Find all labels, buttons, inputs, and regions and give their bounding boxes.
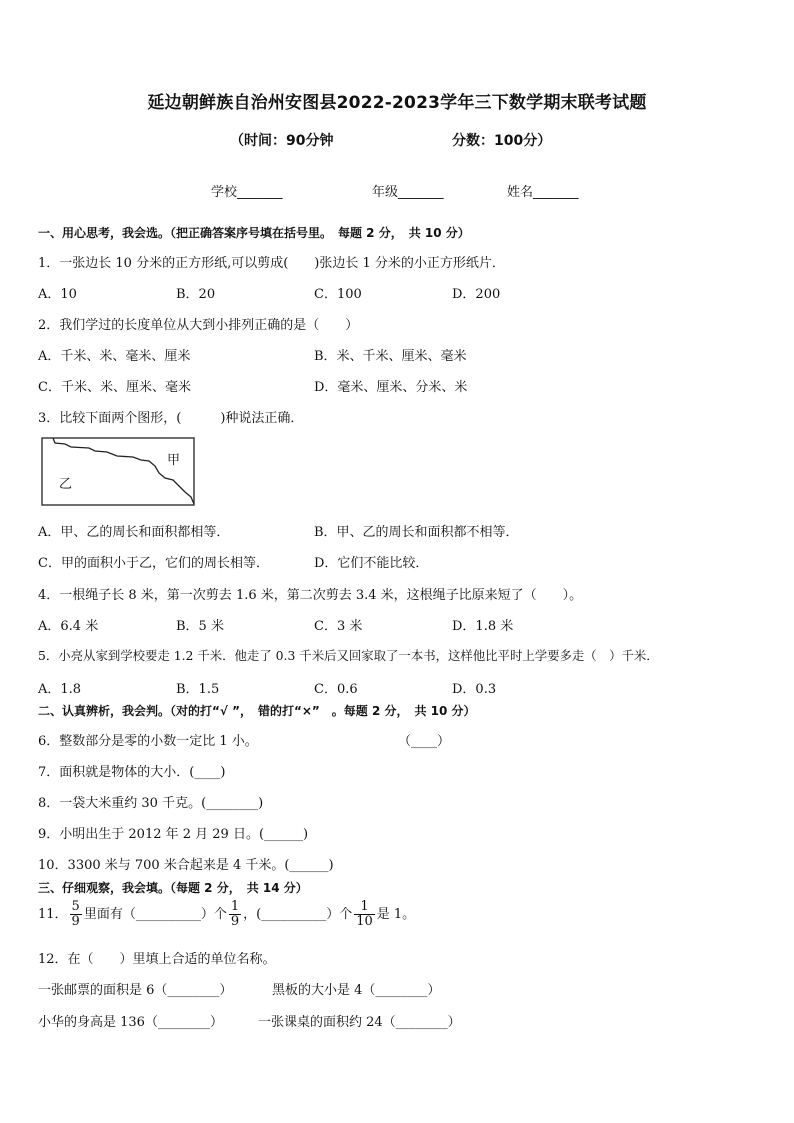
q6-answer-blank[interactable]: （____） <box>398 734 451 749</box>
q4-option-d[interactable]: D．1.8 米 <box>452 619 514 634</box>
figure-label-jia: 甲 <box>167 453 181 468</box>
q12-height[interactable]: 小华的身高是 136（________） <box>38 1015 223 1030</box>
q5-option-d[interactable]: D．0.3 <box>452 682 497 697</box>
question-6: 6．整数部分是零的小数一定比 1 小。 <box>38 734 258 749</box>
section2-header: 二、认真辨析，我会判。（对的打“√ ”， 错的打“×” 。每题 2 分， 共 10 分） <box>38 704 476 718</box>
question-11 <box>38 900 415 929</box>
page-title: 延边朝鲜族自治州安图县2022-2023学年三下数学期末联考试题 <box>147 93 647 113</box>
q3-option-b[interactable]: B．甲、乙的周长和面积都不相等． <box>314 525 519 540</box>
q5-option-c[interactable]: C．0.6 <box>314 682 358 697</box>
question-10: 10．3300 米与 700 米合起来是 4 千米。(______) <box>38 858 334 873</box>
q4-option-c[interactable]: C．3 米 <box>314 619 363 634</box>
question-4: 4．一根绳子长 8 米，第一次剪去 1.6 米，第二次剪去 3.4 米，这根绳子比原来短了（ ）。 <box>38 588 583 603</box>
fraction-numerator: 5 <box>71 899 80 914</box>
section3-header: 三、仔细观察，我会填。（每题 2 分， 共 14 分） <box>38 881 308 895</box>
question-3: 3．比较下面两个图形，( )种说法正确． <box>38 411 304 426</box>
q3-option-a[interactable]: A．甲、乙的周长和面积都相等． <box>38 525 230 540</box>
q12-desk-area[interactable]: 一张课桌的面积约 24（________） <box>258 1015 461 1030</box>
q1-option-b[interactable]: B．20 <box>176 287 216 302</box>
fraction-1-9 <box>229 900 241 929</box>
q11-suffix: 是 1。 <box>376 907 416 922</box>
q11-blank-2[interactable]: ，(__________）个 <box>243 907 353 922</box>
q2-option-a[interactable]: A．千米、米、毫米、厘米 <box>38 349 191 364</box>
time-label: （时间：90分钟 <box>230 133 334 149</box>
fraction-5-9 <box>70 900 82 929</box>
q1-option-c[interactable]: C．100 <box>314 287 362 302</box>
figure-label-yi: 乙 <box>59 477 73 492</box>
question-8: 8．一袋大米重约 30 千克。(________) <box>38 796 264 811</box>
q11-blank-1[interactable]: 里面有（__________）个 <box>83 907 227 922</box>
fraction-denominator: 9 <box>71 914 80 929</box>
section1-header: 一、用心思考，我会选。（把正确答案序号填在括号里。 每题 2 分， 共 10 分） <box>38 226 470 240</box>
q5-option-b[interactable]: B．1.5 <box>176 682 220 697</box>
q3-option-c[interactable]: C．甲的面积小于乙，它们的周长相等． <box>38 556 269 571</box>
question-7: 7．面积就是物体的大小．(____) <box>38 765 226 780</box>
name-field[interactable]: 姓名_______ <box>507 185 579 200</box>
q2-option-c[interactable]: C．千米、米、厘米、毫米 <box>38 380 191 395</box>
question-2: 2．我们学过的长度单位从大到小排列正确的是（ ） <box>38 318 359 333</box>
q1-option-a[interactable]: A．10 <box>38 287 77 302</box>
question-5: 5．小亮从家到学校要走 1.2 千米．他走了 0.3 千米后又回家取了一本书，这样他比平时上学要多走（ ）千米． <box>38 648 659 663</box>
fraction-denominator: 9 <box>230 914 240 929</box>
fraction-1-10 <box>354 900 375 929</box>
q12-blackboard-size[interactable]: 黑板的大小是 4（________） <box>272 983 441 998</box>
question-1: 1．一张边长 10 分米的正方形纸,可以剪成( )张边长 1 分米的小正方形纸片． <box>38 256 505 271</box>
q4-option-a[interactable]: A．6.4 米 <box>38 619 99 634</box>
question-9: 9．小明出生于 2012 年 2 月 29 日。(______) <box>38 827 309 842</box>
q2-option-d[interactable]: D．毫米、厘米、分米、米 <box>314 380 468 395</box>
fraction-numerator: 1 <box>360 899 369 914</box>
q5-option-a[interactable]: A．1.8 <box>38 682 82 697</box>
q2-option-b[interactable]: B．米、千米、厘米、毫米 <box>314 349 467 364</box>
school-field[interactable]: 学校_______ <box>211 185 283 200</box>
q12-stamp-area[interactable]: 一张邮票的面积是 6（________） <box>38 983 233 998</box>
q11-prefix: 11． <box>38 907 68 922</box>
fraction-numerator: 1 <box>230 899 240 914</box>
q1-option-d[interactable]: D．200 <box>452 287 501 302</box>
score-label: 分数：100分） <box>452 133 552 149</box>
grade-field[interactable]: 年级_______ <box>372 185 444 200</box>
q3-option-d[interactable]: D．它们不能比较． <box>314 556 429 571</box>
fraction-denominator: 10 <box>356 914 373 929</box>
question-12: 12．在（ ）里填上合适的单位名称。 <box>38 952 276 967</box>
q3-figure <box>41 437 196 507</box>
q4-option-b[interactable]: B．5 米 <box>176 619 224 634</box>
